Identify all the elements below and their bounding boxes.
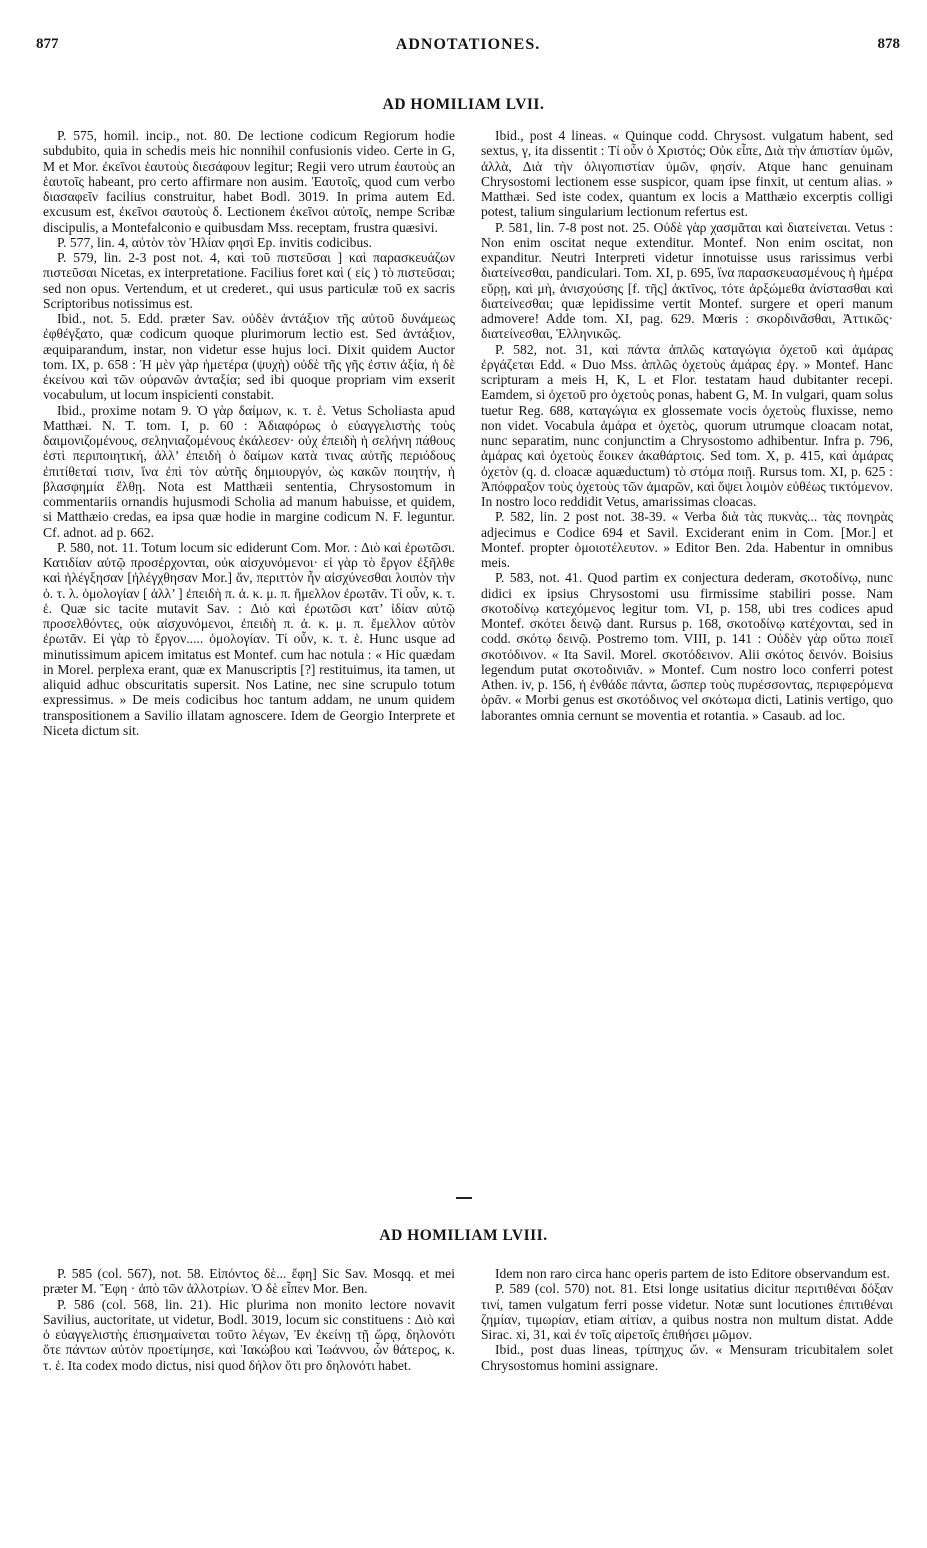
page-number-left: 877 (36, 36, 59, 52)
section-homily-57-columns (43, 128, 893, 738)
note-paragraph: Ibid., not. 5. Edd. præter Sav. οὐδὲν ἀντάξιον τῆς αὐτοῦ δυνάμεως ἐφθέγξατο, quæ codicum quoque plurimorum lectio est. Sed ἀντάξιον, æquiparandum, instar, non videtur esse hujus loci. Dixit quidem Auctor tom. IX, p. 658 : Ἡ μὲν γὰρ ἡμετέρα (ψυχὴ) οὐδὲ τῆς γῆς ἐστιν ἀξία, ἡ δὲ ἐκείνου καὶ τῶν οὐρανῶν ἀνταξία; sed ibi quoque propriam vim exserit vocabulum, ut locum inspicienti constabit. (43, 311, 455, 403)
section-homily-58-columns (43, 1266, 893, 1373)
right-column (481, 1266, 893, 1373)
right-column (481, 128, 893, 738)
note-paragraph: Ibid., proxime notam 9. Ὁ γὰρ δαίμων, κ. τ. ἑ. Vetus Scholiasta apud Matthæi. N. T. tom. I, p. 60 : Ἀδιαφόρως ὁ εὐαγγελιστὴς τοὺς δαιμονιζομένους, σεληνιαζομένους ἐκάλεσεν· οὐχ ἐπειδὴ ἡ σελήνη πάθους ἐστὶ περιποιητική, ἀλλ’ ἐπειδὴ ὁ δαίμων κατὰ τινας αὐτῆς περιόδους ἐπιτίθεταί τισιν, ἵνα ἐπὶ τὸν αὐτῆς δημιουργόν, ὡς κακῶν ποιητήν, ἡ βλασφημία ἔλθῃ. Nota est Matthæii sententia, Chrysostomum in commentariis ornandis hujusmodi Scholia ad manum habuisse, et quidem, si Matthæio credas, ea ipsa quæ hodie in margine codicum N. F. leguntur. Cf. adnot. ad p. 662. (43, 402, 455, 540)
page-header (36, 36, 900, 60)
section-separator (456, 1197, 472, 1199)
note-paragraph: P. 575, homil. incip., not. 80. De lectione codicum Regiorum hodie subdubito, quia in schedis meis hic nonnihil confusionis video. Certe in G, M et Mor. ἐκεῖνοι ἑαυτοὺς διεσάφουν legitur; Regii vero utrum ἑαυτοὺς an ἑαυτοῖς habeant, pro certo affirmare non ausim. Ἑαυτοῖς, quod cum verbo διασαφεῖν facilius construitur, habet Bodl. 3019. In prima autem Ed. excusum est, ἐκεῖνοι σαυτοὺς δ. Lectionem ἐκεῖνοι αὐτοῖς, nempe Scribæ discipulis, a Montefalconio e quibusdam Mss. receptam, frustra quæsivi. (43, 128, 455, 235)
note-paragraph: P. 589 (col. 570) not. 81. Etsi longe usitatius dicitur περιτιθέναι δόξαν τινί, tamen vulgatum ferri posse videtur. Notæ sunt locutiones ἐπιτιθέναι ζημίαν, τιμωρίαν, etiam αἰτίαν, a quibus nostra non multum distat. Adde Sirac. xi, 31, καὶ ἐν τοῖς αἱρετοῖς ἐπιθήσει μῶμον. (481, 1281, 893, 1342)
section-title-homily-57: AD HOMILIAM LVII. (382, 96, 545, 113)
note-paragraph: P. 581, lin. 7-8 post not. 25. Οὐδὲ γὰρ χασμᾶται καὶ διατείνεται. Vetus : Non enim oscitat neque extenditur. Montef. Non enim oscitat, non expanditur. Neutri Interpreti videtur innotuisse usus rarissimus verbi διατείνεσθαι, pandiculari. Tom. XI, p. 695, ἵνα παρασκευασμένους ἡ ἡμέρα εὕρῃ, καὶ μὴ, ἀνισχούσης [f. τῆς] ἀκτῖνος, τότε ἀρξώμεθα ἀνίστασθαι καὶ διατείνεσθαι; quæ lepidissime vertit Montef. surgere et operi manum admovere! Adde tom. XI, pag. 629. Mœris : σκορδινᾶσθαι, Ἀττικῶς· διατείνεσθαι, Ἑλληνικῶς. (481, 219, 893, 342)
note-paragraph: P. 577, lin. 4, αὐτὸν τὸν Ἠλίαν φησὶ Ep. invitis codicibus. (57, 234, 372, 250)
note-paragraph: P. 582, not. 31, καὶ πάντα ἁπλῶς καταγώγια ὀχετοῦ καὶ ἀμάρας ἐργάζεται Edd. « Duo Mss. ἁπλῶς ὀχετοὺς ἀμάρας ἐργ. » Montef. Hanc scripturam a meis H, K, L et Flor. testatam haud dubitanter recepi. Eamdem, si ὀχετοῦ pro ὀχετοὺς ponas, habent G, M. In vulgari, quam solus tuetur Reg. 688, καταγώγια ex glossemate vocis ὀχετοὺς fluxisse, nemo non videt. Vocabula ἀμάρα et ὀχετὸς, quorum utrumque cloacam notat, nunc separatim, nunc conjunctim a Chrysostomo adhibentur. Infra p. 796, ἀμάρας καὶ ὀχετοὺς ἔοικεν ἀκαθάρτοις. Sed tom. X, p. 415, καὶ ἀμάρας ὀχετὸν (q. d. cloacæ aquæductum) τὸ στόμα ποιῇ. Rursus tom. XI, p. 625 : Ἀπόφραξον τοὺς ὀχετοὺς τῶν ἀμαρῶν, καὶ ὄψει λοιμὸν εὐθέως τικτόμενον. In nostro loco reddidit Vetus, amarissimas cloacas. (481, 341, 893, 509)
note-paragraph: P. 579, lin. 2-3 post not. 4, καὶ τοῦ πιστεῦσαι ] καὶ παρασκευάζων πιστεῦσαι Nicetas, ex interpretatione. Facilius foret καὶ ( εἰς ) τὸ πιστεῦσαι; sed non opus. Vertendum, et ut crederet., qui usus particulæ τοῦ ex sacris Scriptoribus notissimus est. (43, 250, 455, 311)
note-paragraph: P. 582, lin. 2 post not. 38-39. « Verba διὰ τὰς πυκνὰς... τὰς πονηρὰς adjecimus e Codice 694 et Savil. Exciderant enim in Com. [Mor.] et Montef. propter ὁμοιοτέλευτον. » Editor Ben. 2da. Habentur in omnibus meis. (481, 509, 893, 570)
note-paragraph: P. 585 (col. 567), not. 58. Εἰπόντος δὲ... ἔφη] Sic Sav. Mosqq. et mei præter M. Ἔφη · ἀπὸ τῶν ἀλλοτρίων. Ὁ δὲ εἶπεν Mor. Ben. (43, 1266, 455, 1297)
note-paragraph: Ibid., post duas lineas, τρίπηχυς ὤν. « Mensuram tricubitalem solet Chrysostomus homini assignare. (481, 1342, 893, 1373)
note-paragraph: P. 586 (col. 568, lin. 21). Hic plurima non monito lectore novavit Savilius, auctoritate, ut videtur, Bodl. 3019, locum sic constituens : Διὸ καὶ ὁ εὐαγγελιστὴς ἐπισημαίνεται τοῦτο λέγων, Ἐν ἐκείνῃ τῇ ὥρᾳ, δηλονότι ὅτε πάντων αὐτὸν προετίμησε, καὶ Ἰακώβου καὶ Ἰωάννου, ὧν θάτερος, κ. τ. ἑ. Ita codex modo dictus, nisi quod δήλον ὅτι pro δηλονότι habet. (43, 1296, 455, 1373)
note-paragraph: P. 580, not. 11. Totum locum sic ediderunt Com. Mor. : Διὸ καὶ ἐρωτῶσι. Κατιδίαν αὐτῷ προσέρχονται, οὐκ αἰσχυνόμενοι· εἰ γὰρ τὸ ἔργον ἐξῆλθε καὶ ἠλέγξησαν [ἠλέγχθησαν Mor.] ἄν, περιττὸν ἦν αἰσχύνεσθαι λοιπὸν τὴν ὁ. τ. λ. ὁμολογίαν [ ἀλλ’ ] ἐπειδὴ π. ἀ. κ. μ. π. ἤμελλον ἐρωτᾶν. Τί οὖν, κ. τ. ἑ. Quæ sic tacite mutavit Sav. : Διὸ καὶ ἐρωτῶσι κατ’ ἰδίαν αὐτῷ προσελθόντες, οὐκ αἰσχυνόμενοι, ἐπειδὴ π. ἀ. κ. μ. π. ἔμελλον αὐτὸν ἐρωτᾶν. Εἰ γὰρ τὸ ἔργον..... ὁμολογίαν. Τί οὖν, κ. τ. ἑ. Hunc usque ad minutissimum apicem imitatus est Montef. cum hac notula : « Hic quædam in Morel. perplexa erant, quæ ex Manuscriptis [?] restituimus, ita tamen, ut aliquid adhuc obscuritatis supersit. Nos Latine, nec sine scrupulo totum expressimus. » De meis codicibus hoc tantum addam, ne unum quidem transpositionem a Savilio illatam agnoscere. Idem de Georgio Interprete et Niceta dictum sit. (43, 539, 455, 738)
note-paragraph: Idem non raro circa hanc operis partem de isto Editore observandum est. (495, 1266, 890, 1281)
running-title: ADNOTATIONES. (395, 36, 541, 53)
page-number-right: 878 (877, 36, 900, 52)
left-column (43, 1266, 455, 1373)
left-column (43, 128, 455, 738)
note-paragraph: Ibid., post 4 lineas. « Quinque codd. Chrysost. vulgatum habent, sed sextus, γ, ita dissentit : Τί οὖν ὁ Χριστός; Οὐκ εἶπε, Διὰ τὴν ἀπιστίαν ὑμῶν, ἀλλὰ, Διὰ τὴν ὀλιγοπιστίαν ὑμῶν, φησίν. Atque hanc genuinam Chrysostomi lectionem esse suspicor, quam ipse finxit, ut centum alias. » Matthæi. Sed iste codex, quantum ex locis a Matthæio excerptis colligi potest, talium singularium lectionum refertus est. (481, 128, 893, 220)
note-paragraph: P. 583, not. 41. Quod partim ex conjectura dederam, σκοτοδίνῳ, nunc didici ex ipsius Chrysostomi usu firmissime stabiliri posse. Nam σκοτοδίνῳ κατεχόμενος legitur tom. VI, p. 158, ubi tres codices apud Montef. σκότει δεινῷ dant. Rursus p. 168, σκοτοδίνῳ κατέχονται, sed in codd. σκότῳ δεινῷ. Postremo tom. VIII, p. 141 : Οὐδὲν γὰρ οὕτω ποιεῖ σκοτόδινον. « Ita Savil. Morel. σκοτόδεινον. Alii σκότος δεινόν. Boisius legendum putat σκοτοδινιᾶν. » Montef. Cum nostro loco conferri potest Athen. iv, p. 156, ἡ ἐνθάδε πάντα, ὥσπερ τοὺς πυρέσσοντας, περιφερόμενα ὁρᾶν. « Morbi genus est σκοτόδινος vel σκότωμα dicti, Latinis vertigo, quo laborantes omnia cernunt se moventia et rotantia. » Casaub. ad loc. (481, 570, 893, 723)
section-title-homily-58: AD HOMILIAM LVIII. (379, 1227, 548, 1244)
